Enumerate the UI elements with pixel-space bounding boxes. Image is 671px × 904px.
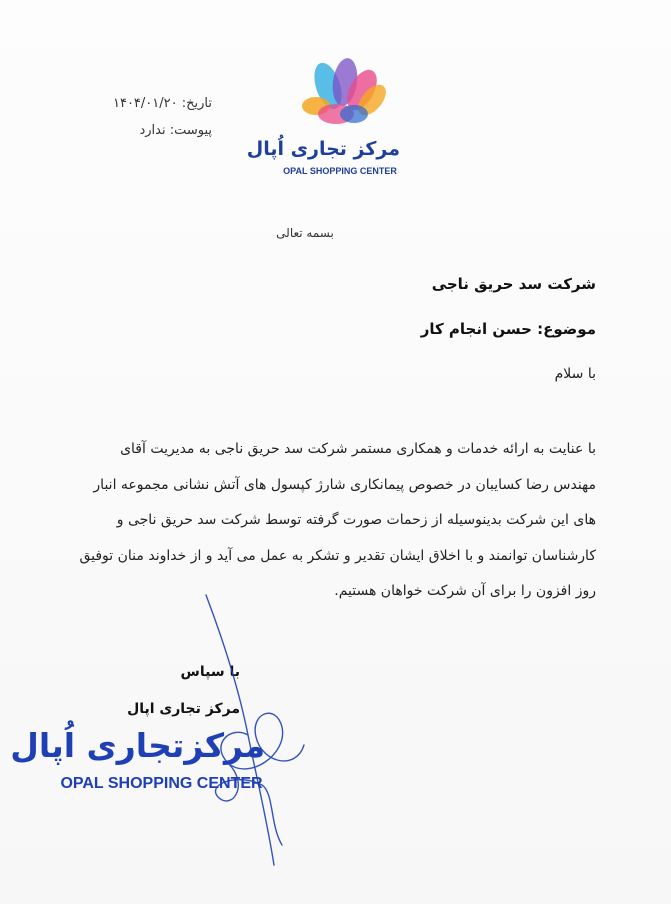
body-line: مهندس رضا کسایبان در خصوص پیمانکاری شارژ کپسول های آتش نشانی مجموعه انبار: [93, 476, 596, 493]
sender-name: مرکز تجاری اپال: [127, 701, 240, 717]
logo-name-fa: مرکز تجاری اُپال: [246, 138, 400, 160]
closing-text: با سپاس: [180, 664, 240, 680]
opal-flower-logo-icon: [290, 56, 390, 136]
recipient: شرکت سد حریق ناجی: [431, 275, 596, 293]
body-line: با عنایت به ارائه خدمات و همکاری مستمر شرکت سد حریق ناجی به مدیریت آقای: [120, 441, 596, 457]
letter-attachment: پیوست: ندارد: [139, 123, 212, 138]
body-line: های این شرکت بدینوسیله از زحمات صورت گرفته توسط شرکت سد حریق ناجی و: [116, 512, 596, 528]
letter-date: تاریخ: ۱۴۰۴/۰۱/۲۰: [112, 96, 212, 111]
body-line: کارشناسان توانمند و با اخلاق ایشان تقدیر و تشکر به عمل می آید و از خداوند منان توفیق: [79, 547, 596, 564]
stamp-name-en: OPAL SHOPPING CENTER: [60, 775, 263, 792]
subject-line: موضوع: حسن انجام کار: [420, 320, 596, 338]
invocation: بسمه تعالی: [276, 226, 334, 240]
logo-name-en: OPAL SHOPPING CENTER: [283, 166, 397, 176]
handwritten-signature-icon: [170, 585, 320, 875]
greeting: با سلام: [554, 366, 596, 382]
stamp-name-fa: مرکزتجاری اُپال: [10, 726, 265, 765]
letter-body: [72, 432, 596, 610]
opal-logo: [246, 52, 400, 187]
letter-meta: [92, 90, 212, 144]
body-line: روز افزون را برای آن شرکت خواهان هستیم.: [334, 583, 596, 599]
